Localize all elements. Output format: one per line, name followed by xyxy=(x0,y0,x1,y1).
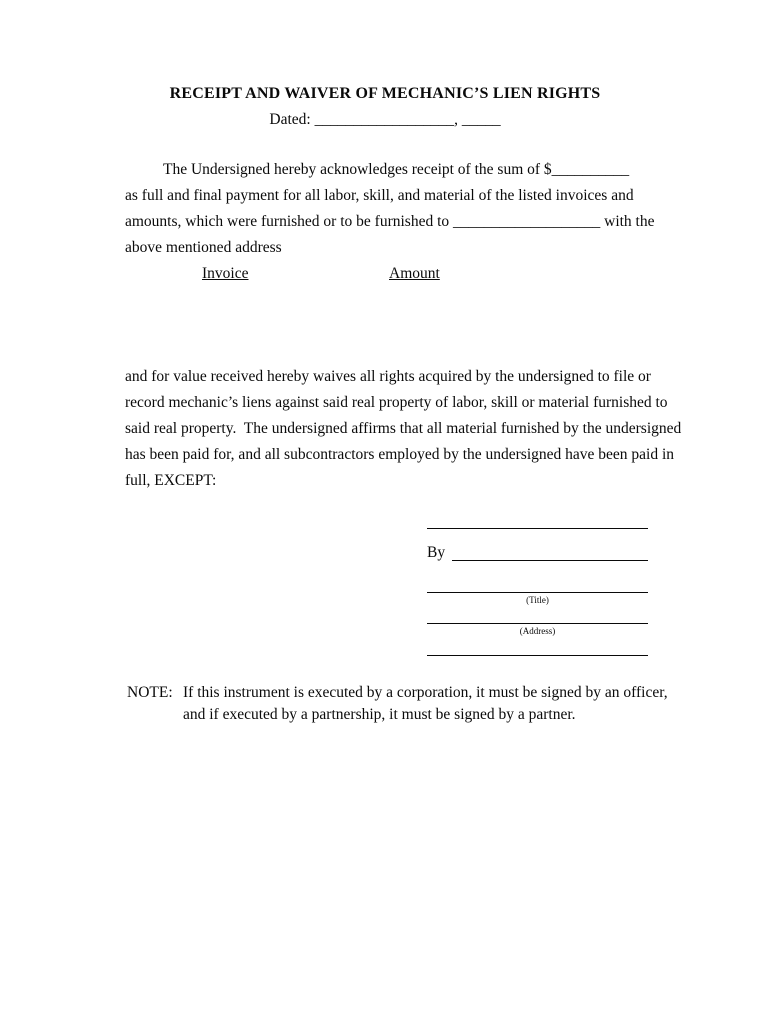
dated-line: Dated: __________________, _____ xyxy=(269,111,501,128)
title-caption: (Title) xyxy=(526,595,549,605)
title-line xyxy=(427,592,648,593)
note-text-line: and if executed by a partnership, it must be signed by a partner. xyxy=(183,705,576,723)
invoice-column-header: Invoice xyxy=(202,265,249,282)
address-caption: (Address) xyxy=(519,626,556,636)
invoice-table-header xyxy=(0,265,770,285)
note-text xyxy=(183,682,668,725)
address-line xyxy=(427,623,648,624)
receipt-paragraph-line: as full and final payment for all labor, skill, and material of the listed invoices and xyxy=(125,187,634,204)
waiver-paragraph xyxy=(125,364,682,494)
note-text-line: If this instrument is executed by a corporation, it must be signed by an officer, xyxy=(183,684,668,701)
note-block xyxy=(127,682,668,725)
waiver-paragraph-line: and for value received hereby waives all rights acquired by the undersigned to file or xyxy=(125,368,651,385)
waiver-paragraph-line: has been paid for, and all subcontractors employed by the undersigned have been paid in xyxy=(125,446,675,463)
signature-line xyxy=(427,528,648,529)
receipt-paragraph-line: above mentioned address xyxy=(125,239,282,256)
waiver-paragraph-line: full, EXCEPT: xyxy=(125,472,217,489)
by-label: By xyxy=(427,544,446,561)
doc-title: RECEIPT AND WAIVER OF MECHANIC’S LIEN RIGHTS xyxy=(169,85,601,102)
receipt-paragraph xyxy=(125,157,660,261)
waiver-paragraph-line: said real property. The undersigned affirms that all material furnished by the undersigned xyxy=(125,420,682,437)
signature-line-bottom xyxy=(427,655,648,656)
receipt-paragraph-line: amounts, which were furnished or to be furnished to ___________________ with the xyxy=(125,213,655,230)
note-label: NOTE: xyxy=(127,684,173,701)
waiver-paragraph-line: record mechanic’s liens against said real property of labor, skill or material furnished to xyxy=(125,394,668,411)
amount-column-header: Amount xyxy=(389,265,440,282)
by-signature-row xyxy=(427,544,648,561)
by-signature-line xyxy=(452,543,648,561)
receipt-paragraph-line: The Undersigned hereby acknowledges receipt of the sum of $__________ xyxy=(163,161,630,178)
